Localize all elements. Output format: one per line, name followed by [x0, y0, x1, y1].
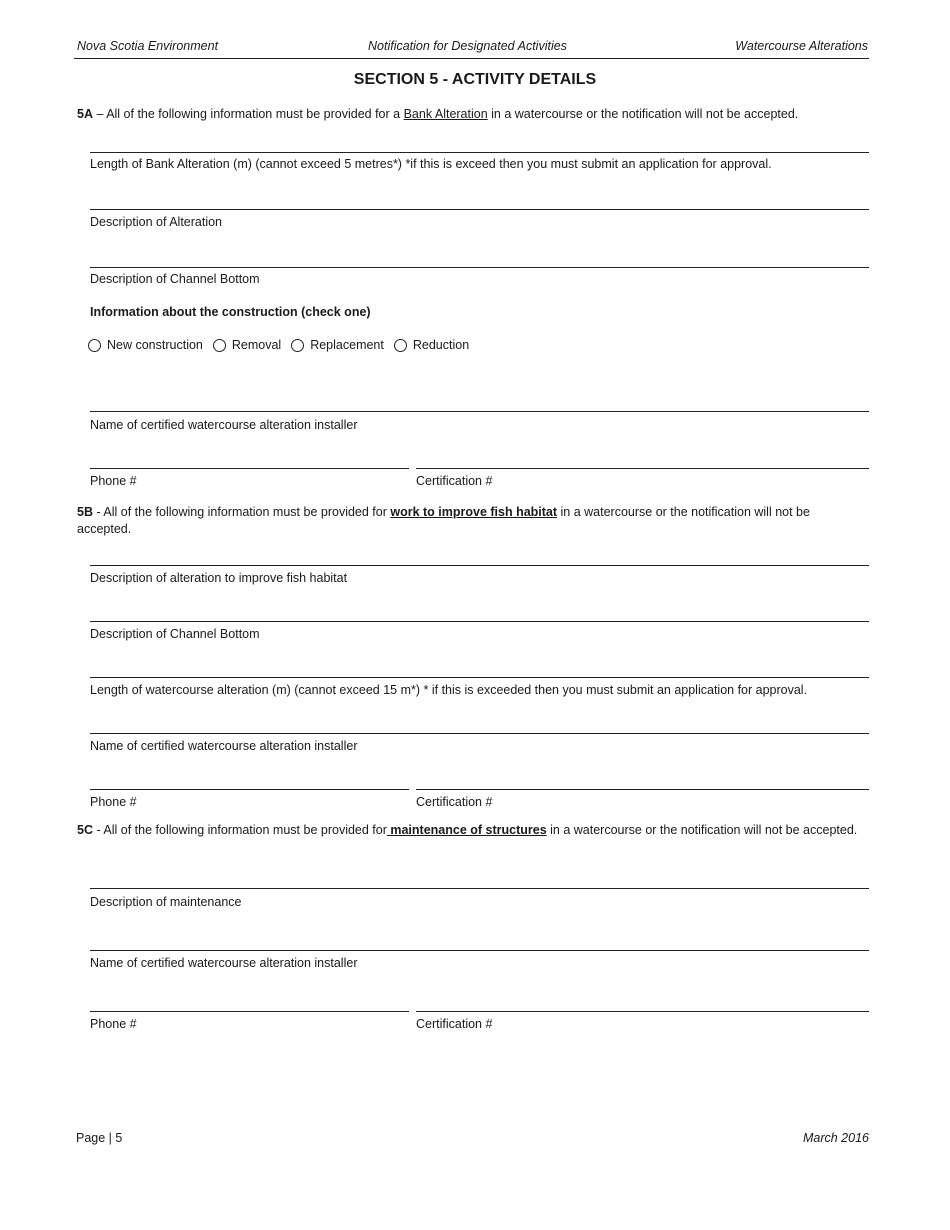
radio-replacement[interactable]: Replacement: [291, 338, 384, 352]
section-5a-intro: 5A – All of the following information must be provided for a Bank Alteration in a watercourse or the notification will not be accepted.: [77, 107, 799, 121]
page-number: Page | 5: [76, 1131, 123, 1145]
radio-circle-icon[interactable]: [394, 339, 407, 352]
radio-removal[interactable]: Removal: [213, 338, 281, 352]
construction-heading: Information about the construction (check one): [90, 305, 371, 319]
maintenance-description-field[interactable]: [90, 888, 869, 889]
section-5a-code: 5A: [77, 107, 93, 121]
alteration-description-label: Description of Alteration: [90, 215, 223, 229]
channel-bottom-label-5a: Description of Channel Bottom: [90, 272, 260, 286]
header-form-type: Watercourse Alterations: [735, 39, 868, 53]
radio-reduction[interactable]: Reduction: [394, 338, 469, 352]
section-5c-intro: 5C - All of the following information must be provided for maintenance of structures in a watercourse or the notification will not be accepted.: [77, 823, 858, 837]
certification-field-5a[interactable]: [416, 468, 869, 469]
phone-label-5a: Phone #: [90, 474, 137, 488]
maintenance-description-label: Description of maintenance: [90, 895, 242, 909]
watercourse-length-field[interactable]: [90, 677, 869, 678]
section-title: SECTION 5 - ACTIVITY DETAILS: [353, 71, 597, 88]
radio-circle-icon[interactable]: [291, 339, 304, 352]
phone-label-5c: Phone #: [90, 1017, 137, 1031]
certification-label-5a: Certification #: [416, 474, 493, 488]
installer-label-5c: Name of certified watercourse alteration installer: [90, 956, 358, 970]
alteration-description-field[interactable]: [90, 209, 869, 210]
header-document-title: Notification for Designated Activities: [368, 39, 567, 53]
phone-field-5c[interactable]: [90, 1011, 409, 1012]
channel-bottom-field-5b[interactable]: [90, 621, 869, 622]
installer-label-5a: Name of certified watercourse alteration installer: [90, 418, 358, 432]
construction-radio-group: [88, 338, 479, 352]
phone-label-5b: Phone #: [90, 795, 137, 809]
channel-bottom-label-5b: Description of Channel Bottom: [90, 627, 260, 641]
installer-field-5c[interactable]: [90, 950, 869, 951]
phone-field-5a[interactable]: [90, 468, 409, 469]
certification-field-5c[interactable]: [416, 1011, 869, 1012]
installer-label-5b: Name of certified watercourse alteration installer: [90, 739, 358, 753]
phone-field-5b[interactable]: [90, 789, 409, 790]
header-rule: [74, 58, 869, 59]
section-5b-intro: 5B - All of the following information must be provided for work to improve fish habitat in a watercourse or the notification will not be accepted.: [77, 505, 810, 536]
certification-field-5b[interactable]: [416, 789, 869, 790]
bank-alteration-link: Bank Alteration: [403, 107, 488, 121]
radio-new-construction[interactable]: New construction: [88, 338, 203, 352]
section-5b-code: 5B: [77, 505, 93, 519]
fish-habitat-link: work to improve fish habitat: [390, 505, 558, 519]
installer-field-5b[interactable]: [90, 733, 869, 734]
fish-habitat-description-field[interactable]: [90, 565, 869, 566]
radio-circle-icon[interactable]: [213, 339, 226, 352]
certification-label-5c: Certification #: [416, 1017, 493, 1031]
installer-field-5a[interactable]: [90, 411, 869, 412]
fish-habitat-description-label: Description of alteration to improve fish habitat: [90, 571, 348, 585]
header-organization: Nova Scotia Environment: [77, 39, 219, 53]
certification-label-5b: Certification #: [416, 795, 493, 809]
bank-length-label: Length of Bank Alteration (m) (cannot exceed 5 metres*) *if this is exceed then you must submit an application for approval.: [90, 157, 772, 171]
revision-date: March 2016: [802, 1131, 869, 1145]
watercourse-length-label: Length of watercourse alteration (m) (cannot exceed 15 m*) * if this is exceeded then you must submit an application for approval.: [90, 683, 808, 697]
channel-bottom-field-5a[interactable]: [90, 267, 869, 268]
radio-circle-icon[interactable]: [88, 339, 101, 352]
maintenance-structures-link: maintenance of structures: [386, 823, 547, 837]
section-5c-code: 5C: [77, 823, 93, 837]
bank-length-field[interactable]: [90, 152, 869, 153]
